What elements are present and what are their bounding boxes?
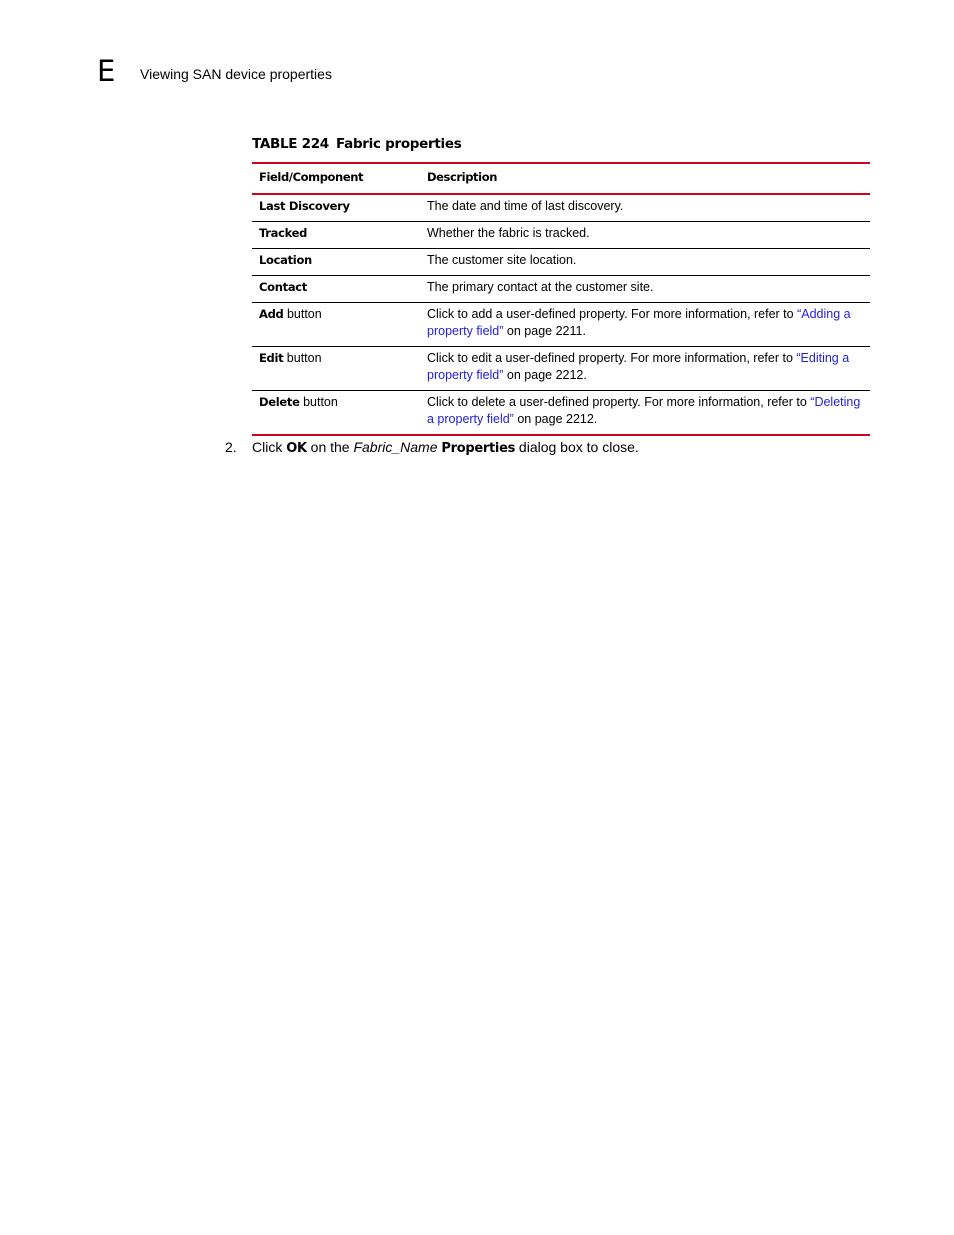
step-text-part: dialog box to close. [515,439,639,455]
description-text: The customer site location. [427,253,577,267]
description-text: The primary contact at the customer site. [427,280,654,294]
field-cell [252,194,427,222]
table-header-row [252,163,870,194]
description-page-ref: on page 2211. [503,324,586,338]
field-name: Tracked [259,226,308,240]
table-row [252,249,870,276]
cross-reference-link[interactable]: “Adding a property field” [427,307,851,338]
fabric-properties-table [252,162,870,436]
cross-reference-link[interactable]: “Deleting a property field” [427,395,861,426]
field-name: Add [259,307,284,321]
description-page-ref: on page 2212. [503,368,587,382]
column-header-field: Field/Component [252,163,427,194]
running-head-title: Viewing SAN device properties [140,66,332,82]
field-name: Last Discovery [259,199,350,213]
description-cell [427,303,870,347]
field-cell [252,249,427,276]
description-cell [427,222,870,249]
description-cell [427,276,870,303]
table-row [252,276,870,303]
step-text-part: on the [306,439,354,455]
description-cell [427,194,870,222]
field-name: Edit [259,351,284,365]
description-text: Click to delete a user-defined property. For more information, refer to [427,395,811,409]
field-suffix: button [283,307,322,321]
field-name: Contact [259,280,307,294]
field-cell [252,222,427,249]
table-title: Fabric properties [336,136,462,152]
column-header-description: Description [427,163,870,194]
step-number: 2. [225,439,237,455]
table-row [252,194,870,222]
field-name: Location [259,253,312,267]
field-cell [252,347,427,391]
table-row [252,303,870,347]
step-text [252,437,639,459]
field-suffix: button [299,395,338,409]
field-name: Delete [259,395,300,409]
description-text: Whether the fabric is tracked. [427,226,590,240]
field-suffix: button [283,351,322,365]
table-row [252,222,870,249]
field-cell [252,391,427,436]
field-cell [252,276,427,303]
step-text-part: Click [252,439,287,455]
appendix-letter: E [97,54,116,88]
ok-term: OK [286,441,307,456]
field-cell [252,303,427,347]
description-cell [427,347,870,391]
table-row [252,391,870,436]
table-caption [252,136,462,152]
description-cell [427,391,870,436]
description-page-ref: on page 2212. [513,412,598,426]
description-text: Click to edit a user-defined property. For more information, refer to [427,351,797,365]
description-text: The date and time of last discovery. [427,199,624,213]
fabric-name-term: Fabric_Name [353,439,438,455]
table-row [252,347,870,391]
description-text: Click to add a user-defined property. For more information, refer to [427,307,798,321]
table-number: TABLE 224 [252,136,329,152]
description-cell [427,249,870,276]
cross-reference-link[interactable]: “Editing a property field” [427,351,850,382]
properties-term: Properties [441,441,516,456]
procedure-step [225,437,639,457]
